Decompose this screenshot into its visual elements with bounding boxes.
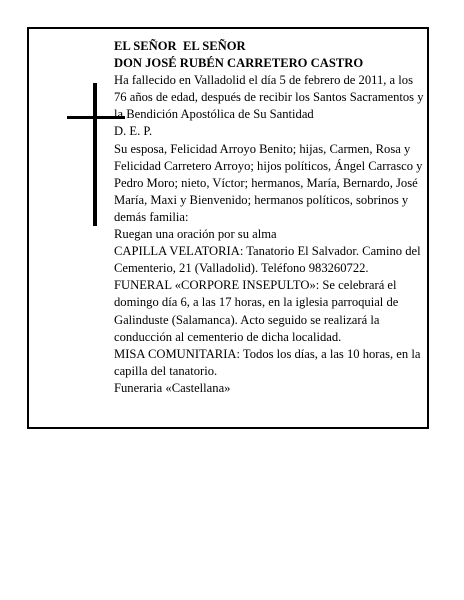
death-announcement: Ha fallecido en Valladolid el día 5 de febrero de 2011, a los 76 años de edad, después de recibir los Santos Sacramentos y la Bendición Apostólica de Su Santidad xyxy=(114,73,424,122)
cross-icon xyxy=(93,83,97,226)
family-list: Su esposa, Felicidad Arroyo Benito; hijas, Carmen, Rosa y Felicidad Carretero Arroyo; hijos políticos, Ángel Carrasco y Pedro Moro; nieto, Víctor; hermanos, María, Bernardo, José María, Maxi y Bienvenido; hermanos políticos, sobrinos y demás familia: xyxy=(114,141,423,224)
notice-body xyxy=(114,38,426,397)
mass-info: MISA COMUNITARIA: Todos los días, a las 10 horas, en la capilla del tanatorio. xyxy=(114,346,421,378)
deceased-name: DON JOSÉ RUBÉN CARRETERO CASTRO xyxy=(114,56,364,71)
notice-heading-line-1: EL SEÑOR EL SEÑOR xyxy=(114,39,246,53)
funeral-info: FUNERAL «CORPORE INSEPULTO»: Se celebrará el domingo día 6, a las 17 horas, en la iglesia parroquial de Galinduste (Salamanca). Acto seguido se realizará la conducción al cementerio de dicha localidad. xyxy=(114,278,399,344)
funeral-home: Funeraria «Castellana» xyxy=(114,380,231,395)
rip-abbreviation: D. E. P. xyxy=(114,124,153,139)
prayer-request: Ruegan una oración por su alma xyxy=(114,227,277,242)
wake-chapel-info: CAPILLA VELATORIA: Tanatorio El Salvador. Camino del Cementerio, 21 (Valladolid). Teléfono 983260722. xyxy=(114,244,421,276)
